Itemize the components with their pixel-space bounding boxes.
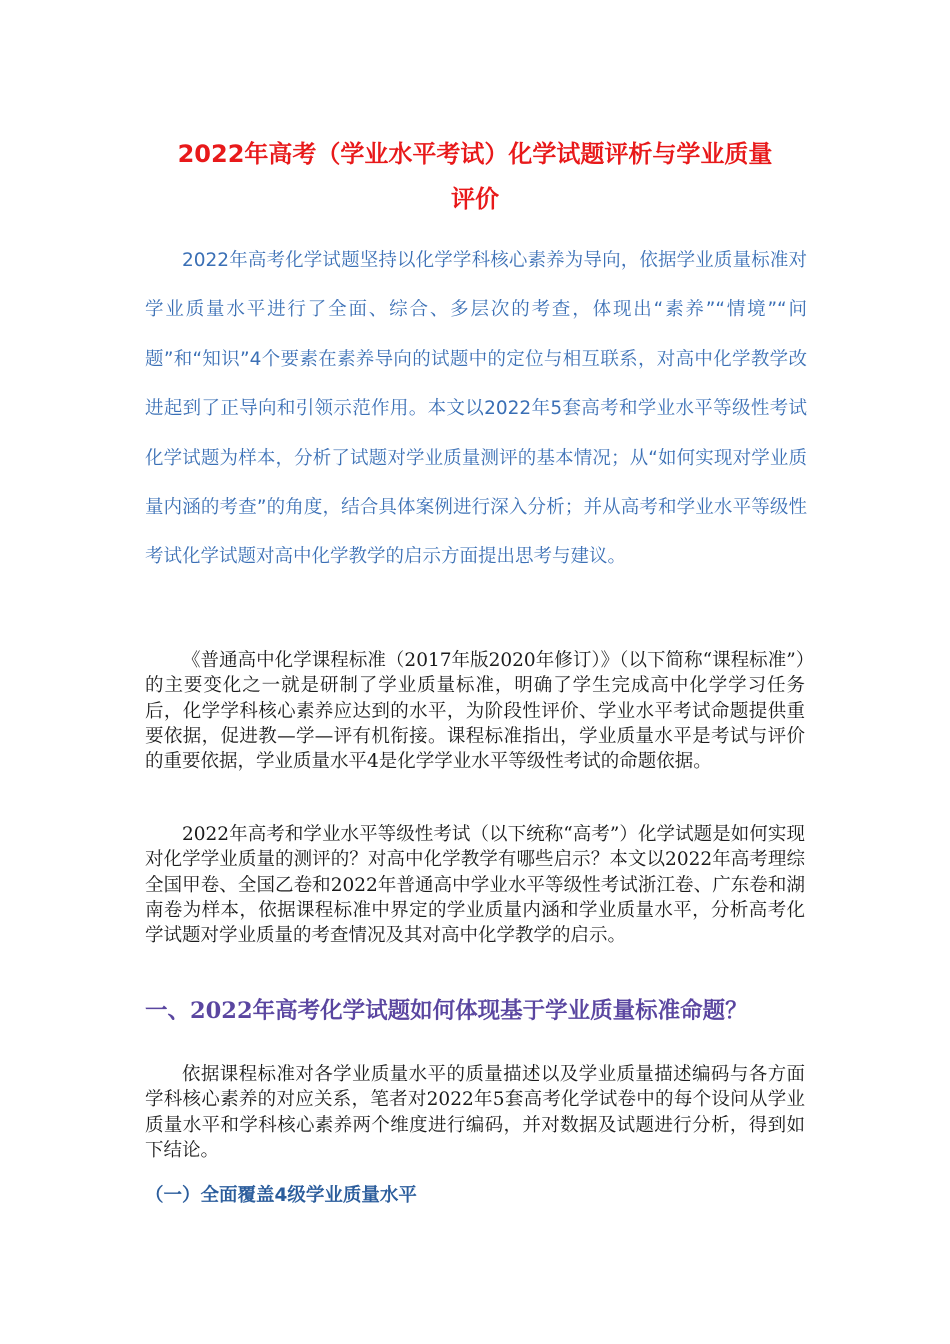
body-paragraph-1: 《普通高中化学课程标准（2017年版2020年修订）》（以下简称“课程标准”）的主要变化之一就是研制了学业质量标准，明确了学生完成高中化学学习任务后，化学学科核心素养应达到的水平，为阶段性评价、学业水平考试命题提供重要依据，促进教—学—评有机衔接。课程标准指出，学业质量水平是考试与评价的重要依据，学业质量水平4是化学学业水平等级性考试的命题依据。 <box>145 650 805 773</box>
document-title-line1: 2022年高考（学业水平考试）化学试题评析与学业质量 <box>177 140 773 168</box>
section-heading-1: 一、2022年高考化学试题如何体现基于学业质量标准命题？ <box>145 998 748 1024</box>
body-paragraph-2: 2022年高考和学业水平等级性考试（以下统称“高考”）化学试题是如何实现对化学学业质量的测评的？对高中化学教学有哪些启示？本文以2022年高考理综全国甲卷、全国乙卷和2022年普通高中学业水平等级性考试浙江卷、广东卷和湖南卷为样本，依据课程标准中界定的学业质量内涵和学业质量水平，分析高考化学试题对学业质量的考查情况及其对高中化学教学的启示。 <box>145 824 805 947</box>
subsection-heading-1: （一）全面覆盖4级学业质量水平 <box>145 1185 417 1206</box>
body-paragraph-3: 依据课程标准对各学业质量水平的质量描述以及学业质量描述编码与各方面学科核心素养的对应关系，笔者对2022年5套高考化学试卷中的每个设问从学业质量水平和学科核心素养两个维度进行编码，并对数据及试题进行分析，得到如下结论。 <box>145 1064 805 1161</box>
abstract-paragraph: 2022年高考化学试题坚持以化学学科核心素养为导向，依据学业质量标准对学业质量水平进行了全面、综合、多层次的考查，体现出“素养”“情境”“问题”和“知识”4个要素在素养导向的试题中的定位与相互联系，对高中化学教学改进起到了正导向和引领示范作用。本文以2022年5套高考和学业水平等级性考试化学试题为样本，分析了试题对学业质量测评的基本情况；从“如何实现对学业质量内涵的考查”的角度，结合具体案例进行深入分析；并从高考和学业水平等级性考试化学试题对高中化学教学的启示方面提出思考与建议。 <box>145 250 807 568</box>
document-title-line2: 评价 <box>451 185 499 213</box>
